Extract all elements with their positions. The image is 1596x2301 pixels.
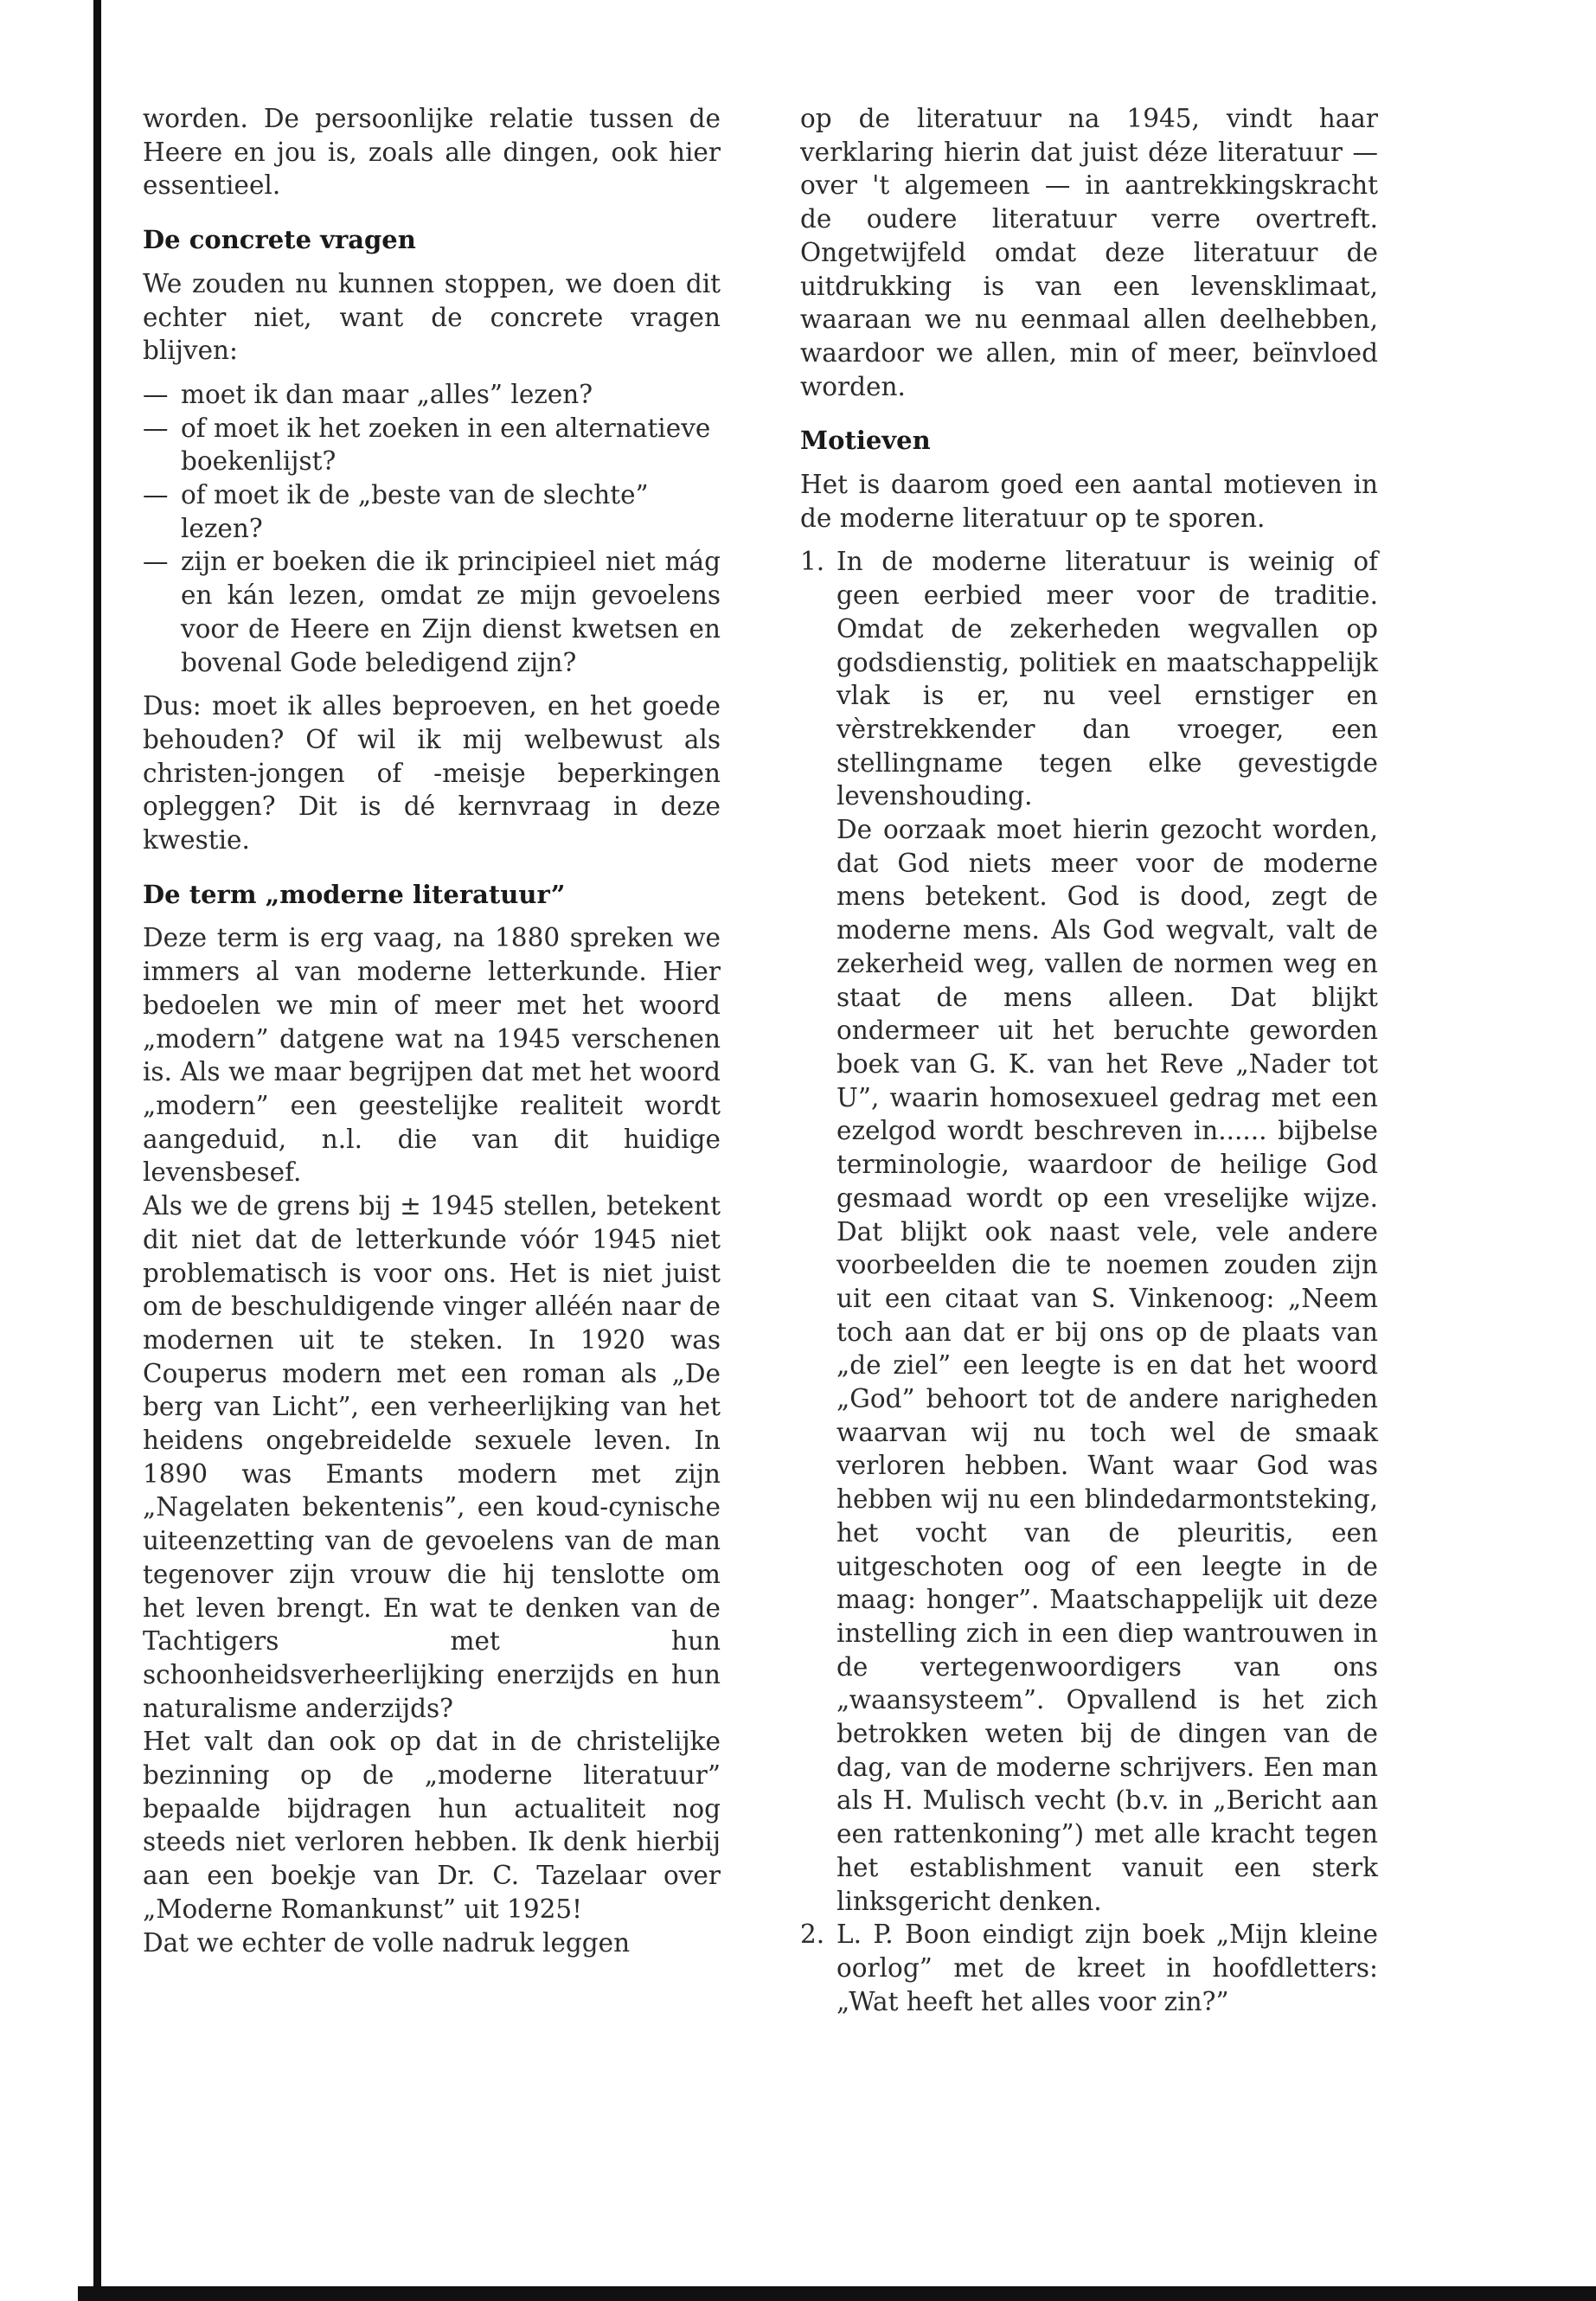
dash-marker: — — [143, 480, 169, 510]
item-number: 2. — [800, 1920, 825, 1950]
nadruk-paragraph: Dat we echter de volle nadruk leggen — [143, 1927, 631, 1958]
heading-concrete-vragen: De concrete vragen — [143, 225, 416, 255]
numbered-item — [800, 545, 1378, 1918]
motieven-paragraph: Het is daarom goed een aantal motieven in de moderne literatuur op te sporen. — [800, 470, 1378, 533]
left-column — [143, 102, 721, 1959]
item-text: In de moderne literatuur is weinig of geen eerbied meer voor de traditie. Omdat de zekerheden wegvallen op godsdienstig, politiek en maatschappelijk vlak is er, nu veel ernstiger en vèrstrekkender dan vroeger, een stellingname tegen elke gevestigde levenshouding. — [836, 547, 1378, 811]
item-number: 1. — [800, 547, 825, 577]
scan-edge-left — [93, 0, 101, 2301]
item-text: L. P. Boon eindigt zijn boek „Mijn kleine oorlog” met de kreet in hoofdletters: „Wat heeft het alles voor zin?” — [836, 1920, 1378, 2016]
heading-moderne-literatuur: De term „moderne literatuur” — [143, 879, 566, 909]
numbered-item — [800, 1918, 1378, 2018]
concrete-vragen-paragraph: We zouden nu kunnen stoppen, we doen dit echter niet, want de concrete vragen blijven: — [143, 268, 721, 366]
term-paragraph: Deze term is erg vaag, na 1880 spreken we immers al van moderne letterkunde. Hier bedoelen we min of meer met het woord „modern” datgene wat na 1945 verschenen is. Als we maar begrijpen dat met het woord „modern” een geestelijke realiteit wordt aangeduid, n.l. die van dit huidige levensbesef. — [143, 923, 721, 1188]
dash-marker: — — [143, 379, 169, 409]
grens-paragraph: Als we de grens bij ± 1945 stellen, betekent dit niet dat de letterkunde vóór 1945 niet problematisch is voor ons. Het is niet juist om de beschuldigende vinger alléén naar de modernen uit te steken. In 1920 was Couperus modern met een roman als „De berg van Licht”, een verheerlijking van het heidens ongebreidelde sexuele leven. In 1890 was Emants modern met zijn „Nagelaten bekentenis”, een koud-cynische uiteenzetting van de gevoelens van de man tegenover zijn vrouw die hij tenslotte om het leven brengt. En wat te denken van de Tachtigers met hun schoonheidsverheerlijking enerzijds en hun naturalisme anderzijds? — [143, 1191, 721, 1723]
intro-paragraph: worden. De persoonlijke relatie tussen de Heere en jou is, zoals alle dingen, ook hier essentieel. — [143, 104, 721, 201]
continuation-paragraph: op de literatuur na 1945, vindt haar verklaring hierin dat juist déze literatuur — over 't algemeen — in aantrekkingskracht de oudere literatuur verre overtreft. Ongetwijfeld omdat deze literatuur de uitdrukking is van een levensklimaat, waaraan we nu eenmaal allen deelhebben, waardoor we allen, min of meer, beïnvloed worden. — [800, 104, 1378, 401]
kernvraag-paragraph: Dus: moet ik alles beproeven, en het goede behouden? Of wil ik mij welbewust als christen-jongen of -meisje beperkingen opleggen? Dit is dé kernvraag in deze kwestie. — [143, 691, 721, 856]
question-item — [143, 378, 721, 412]
question-text: moet ik dan maar „alles” lezen? — [181, 379, 593, 409]
dash-marker: — — [143, 413, 169, 443]
oorzaak-paragraph: De oorzaak moet hierin gezocht worden, dat God niets meer voor de moderne mens betekent. God is dood, zegt de moderne mens. Als God wegvalt, valt de zekerheid weg, vallen de normen weg en staat de mens alleen. Dat blijkt ondermeer uit het beruchte geworden boek van G. K. van het Reve „Nader tot U”, waarin homosexueel gedrag met een ezelgod wordt beschreven in...... bijbelse terminologie, waardoor de heilige God gesmaad wordt op een vreselijke wijze. Dat blijkt ook naast vele, vele andere voorbeelden die te noemen zouden zijn uit een citaat van S. Vinkenoog: „Neem toch aan dat er bij ons op de plaats van „de ziel” een leegte is en dat het woord „God” behoort tot de andere narigheden waarvan wij nu toch wel de smaak verloren hebben. Want waar God was hebben wij nu een blindedarmontsteking, het vocht van de pleuritis, een uitgeschoten oog of een leegte in de maag: honger”. Maatschappelijk uit deze instelling zich in een diep wantrouwen in de vertegenwoordigers van ons „waansysteem”. Opvallend is het zich betrokken weten bij de dingen van de dag, van de moderne schrijvers. Een man als H. Mulisch vecht (b.v. in „Bericht aan een rattenkoning”) met alle kracht tegen het establishment vanuit een sterk linksgericht denken. — [836, 815, 1378, 1916]
bezinning-paragraph: Het valt dan ook op dat in de christelijke bezinning op de „moderne literatuur” bepaalde bijdragen hun actualiteit nog steeds niet verloren hebben. Ik denk hierbij aan een boekje van Dr. C. Tazelaar over „Moderne Romankunst” uit 1925! — [143, 1727, 721, 1924]
question-text: of moet ik het zoeken in een alternatieve boekenlijst? — [181, 413, 711, 477]
question-item — [143, 545, 721, 679]
right-column — [800, 102, 1378, 2018]
scan-edge-bottom — [78, 2286, 1596, 2301]
question-item — [143, 478, 721, 545]
dash-marker: — — [143, 547, 169, 577]
question-text: of moet ik de „beste van de slechte” lezen? — [181, 480, 649, 543]
question-text: zijn er boeken die ik principieel niet mág en kán lezen, omdat ze mijn gevoelens voor de Heere en Zijn dienst kwetsen en bovenal Gode beledigend zijn? — [181, 547, 721, 677]
heading-motieven: Motieven — [800, 426, 931, 456]
question-item — [143, 412, 721, 478]
